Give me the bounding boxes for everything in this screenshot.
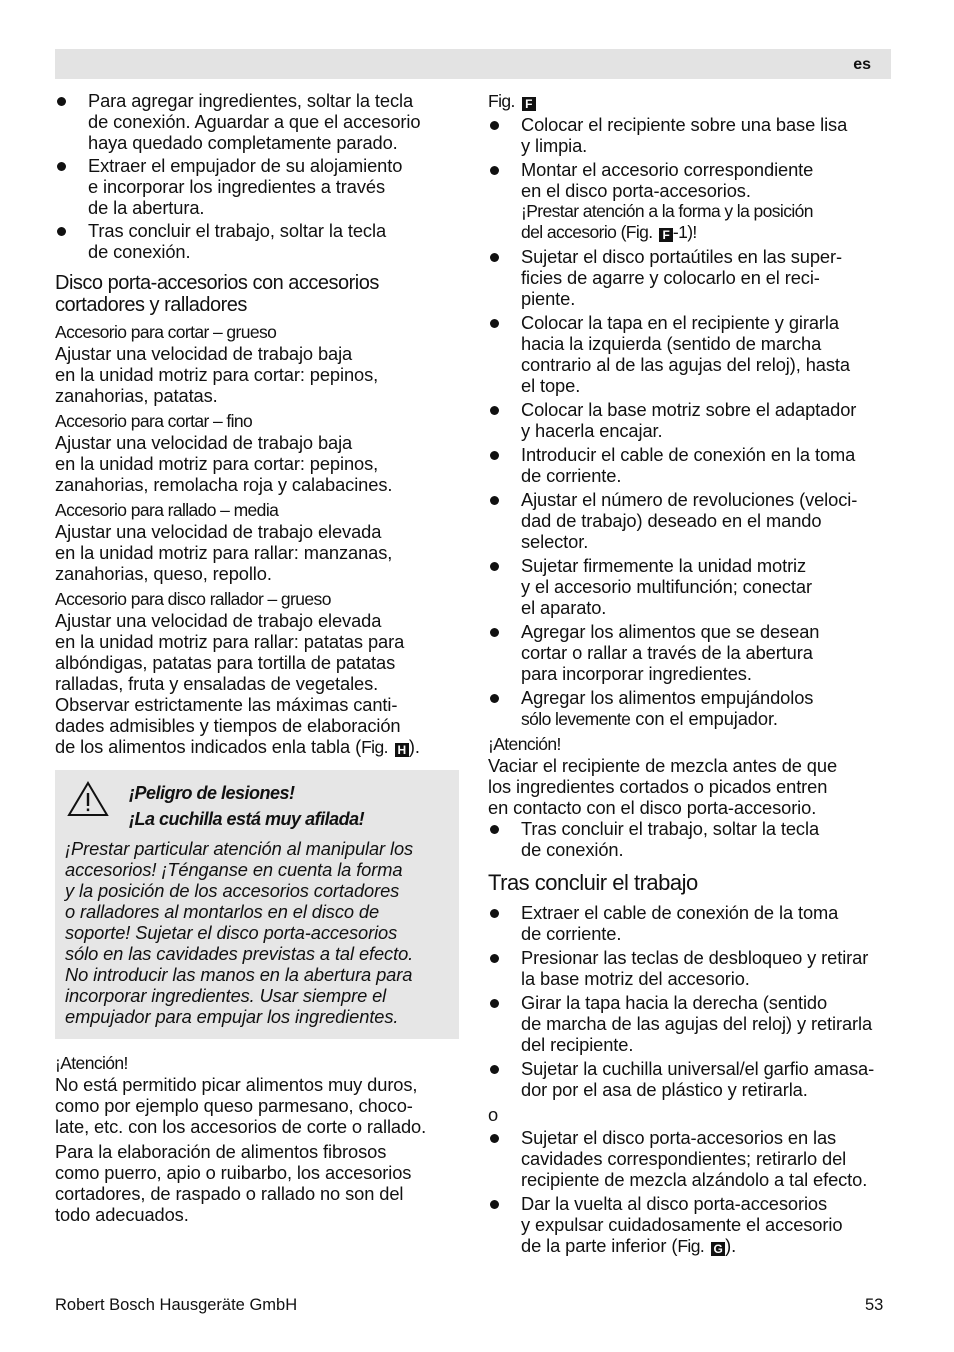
bullet-icon	[490, 694, 499, 703]
bullet-icon	[490, 1134, 499, 1143]
list-item: Presionar las teclas de desbloqueo y retirar la base motriz del accesorio.	[488, 947, 892, 989]
bullet-icon	[490, 954, 499, 963]
figure-letter-icon: F	[522, 97, 536, 111]
list-item: Introducir el cable de conexión en la toma de corriente.	[488, 444, 892, 486]
figure-reference: Fig.	[361, 737, 388, 757]
bullet-icon	[490, 166, 499, 175]
bullet-icon	[490, 451, 499, 460]
list-item: Para agregar ingredientes, soltar la tecla de conexión. Aguardar a que el accesorio haya quedado completamente parado.	[55, 90, 459, 153]
warning-box	[55, 770, 459, 1039]
list-item: Colocar la tapa en el recipiente y girarla hacia la izquierda (sentido de marcha contrario al de las agujas del reloj), hasta el tope.	[488, 312, 892, 396]
list-item: Montar el accesorio correspondiente en el disco porta-accesorios. ¡Prestar atención a la forma y la posición del accesorio (Fig. F -1)!	[488, 159, 892, 243]
page-number: 53	[865, 1296, 884, 1314]
or-separator: o	[488, 1104, 499, 1125]
subsection-cut-coarse: Accesorio para cortar – grueso Ajustar una velocidad de trabajo baja en la unidad motriz para cortar: pepinos, zanahorias, patatas.	[55, 322, 459, 406]
left-bullet-list	[55, 90, 459, 262]
language-code: es	[853, 56, 871, 73]
list-item: Agregar los alimentos que se desean cortar o rallar a través de la abertura para incorporar ingredientes.	[488, 621, 892, 684]
subsection-cut-fine: Accesorio para cortar – fino Ajustar una velocidad de trabajo baja en la unidad motriz para cortar: pepinos, zanahorias, remolacha roja y calabacines.	[55, 411, 459, 495]
list-item: Extraer el cable de conexión de la toma de corriente.	[488, 902, 892, 944]
list-item: Extraer el empujador de su alojamiento e incorporar los ingredientes a través de la abertura.	[55, 155, 459, 218]
figure-letter-icon: H	[395, 743, 409, 757]
attention-note: ¡Atención! Vaciar el recipiente de mezcla antes de que los ingredientes cortados o picados entren en contacto con el disco porta-accesorio.	[488, 734, 892, 818]
list-item: Sujetar el disco porta-accesorios en las cavidades correspondientes; retirarlo del recipiente de mezcla alzándolo a tal efecto.	[488, 1127, 892, 1190]
list-item: Agregar los alimentos empujándolos sólo levemente con el empujador.	[488, 687, 892, 730]
list-item: Sujetar el disco portaútiles en las super- ficies de agarre y colocarlo en el reci- piente.	[488, 246, 892, 309]
list-item: Colocar la base motriz sobre el adaptador y hacerla encajar.	[488, 399, 892, 441]
attention-title: ¡Atención!	[488, 734, 561, 754]
warning-text: ¡Prestar particular atención al manipular los accesorios! ¡Ténganse en cuenta la forma y la posición de los accesorios cortadores o ralladores al montarlos en el disco de soporte! Sujetar el disco porta-accesorios sólo en las cavidades previstas a tal efecto. No introducir las manos en la abertura para incorporar ingredientes. Usar siempre el empujador para empujar los ingredientes.	[65, 838, 414, 1027]
subsection-title: Accesorio para rallado – media	[55, 500, 279, 520]
list-item: Tras concluir el trabajo, soltar la tecla de conexión.	[488, 818, 892, 860]
list-item: Ajustar el número de revoluciones (veloci- dad de trabajo) deseado en el mando selector.	[488, 489, 892, 552]
list-item: Girar la tapa hacia la derecha (sentido de marcha de las agujas del reloj) y retirarla del recipiente.	[488, 992, 892, 1055]
bullet-icon	[57, 227, 66, 236]
bullet-icon	[490, 319, 499, 328]
section-title: Disco porta-accesorios con accesorios cortadores y ralladores	[55, 272, 379, 316]
header-bar	[55, 49, 891, 79]
figure-reference: Fig.	[677, 1236, 705, 1256]
bullet-icon	[490, 999, 499, 1008]
warning-triangle-icon	[67, 780, 109, 818]
bullet-icon	[57, 162, 66, 171]
subsection-grate-medium: Accesorio para rallado – media Ajustar una velocidad de trabajo elevada en la unidad motriz para rallar: manzanas, zanahorias, queso, repollo.	[55, 500, 459, 584]
list-item: Sujetar firmemente la unidad motriz y el accesorio multifunción; conectar el aparato.	[488, 555, 892, 618]
bullet-icon	[490, 496, 499, 505]
bullet-icon	[57, 97, 66, 106]
right-bullet-list-2	[488, 818, 892, 860]
subsection-title: Accesorio para disco rallador – grueso	[55, 589, 331, 609]
bullet-icon	[490, 909, 499, 918]
left-column	[55, 90, 459, 1225]
warning-heading: ¡Peligro de lesiones! ¡La cuchilla está muy afilada!	[129, 783, 365, 829]
right-column	[488, 90, 892, 1260]
bullet-icon	[490, 562, 499, 571]
section-title-after-work: Tras concluir el trabajo	[488, 870, 698, 895]
subsection-title: Accesorio para cortar – fino	[55, 411, 253, 431]
subsection-title: Accesorio para cortar – grueso	[55, 322, 277, 342]
bullet-icon	[490, 628, 499, 637]
subsection-grate-coarse: Accesorio para disco rallador – grueso Ajustar una velocidad de trabajo elevada en la unidad motriz para rallar: patatas para albóndigas, patatas para tortilla de patatas ralladas, fruta y ensaladas de vegetales. Observar estrictamente las máximas canti- dades admisibles y tiempos de elaboración de los alimentos indicados enla tabla (Fig. H ).	[55, 589, 459, 758]
figure-letter-icon: G	[711, 1242, 725, 1256]
figure-letter-icon: F	[659, 228, 673, 242]
bullet-icon	[490, 406, 499, 415]
bullet-icon	[490, 121, 499, 130]
after-work-list-2	[488, 1127, 892, 1257]
bullet-icon	[490, 253, 499, 262]
footer-company: Robert Bosch Hausgeräte GmbH	[55, 1296, 298, 1314]
bullet-icon	[490, 825, 499, 834]
bullet-icon	[490, 1065, 499, 1074]
figure-heading: Fig. F	[488, 90, 892, 112]
list-item: Tras concluir el trabajo, soltar la tecla de conexión.	[55, 220, 459, 262]
list-item: Colocar el recipiente sobre una base lisa y limpia.	[488, 114, 892, 156]
list-item: Sujetar la cuchilla universal/el garfio amasa- dor por el asa de plástico y retirarla.	[488, 1058, 892, 1100]
fibrous-food-note: Para la elaboración de alimentos fibrosos como puerro, apio o ruibarbo, los accesorios cortadores, de raspado o rallado no son del todo adecuados.	[55, 1141, 412, 1225]
attention-title: ¡Atención!	[55, 1053, 128, 1073]
right-bullet-list	[488, 114, 892, 730]
bullet-icon	[490, 1200, 499, 1209]
attention-note: ¡Atención! No está permitido picar alimentos muy duros, como por ejemplo queso parmesano, choco- late, etc. con los accesorios de corte o rallado.	[55, 1053, 459, 1137]
list-item: Dar la vuelta al disco porta-accesorios y expulsar cuidadosamente el accesorio de la parte inferior (Fig. G ).	[488, 1193, 892, 1257]
after-work-list	[488, 902, 892, 1100]
